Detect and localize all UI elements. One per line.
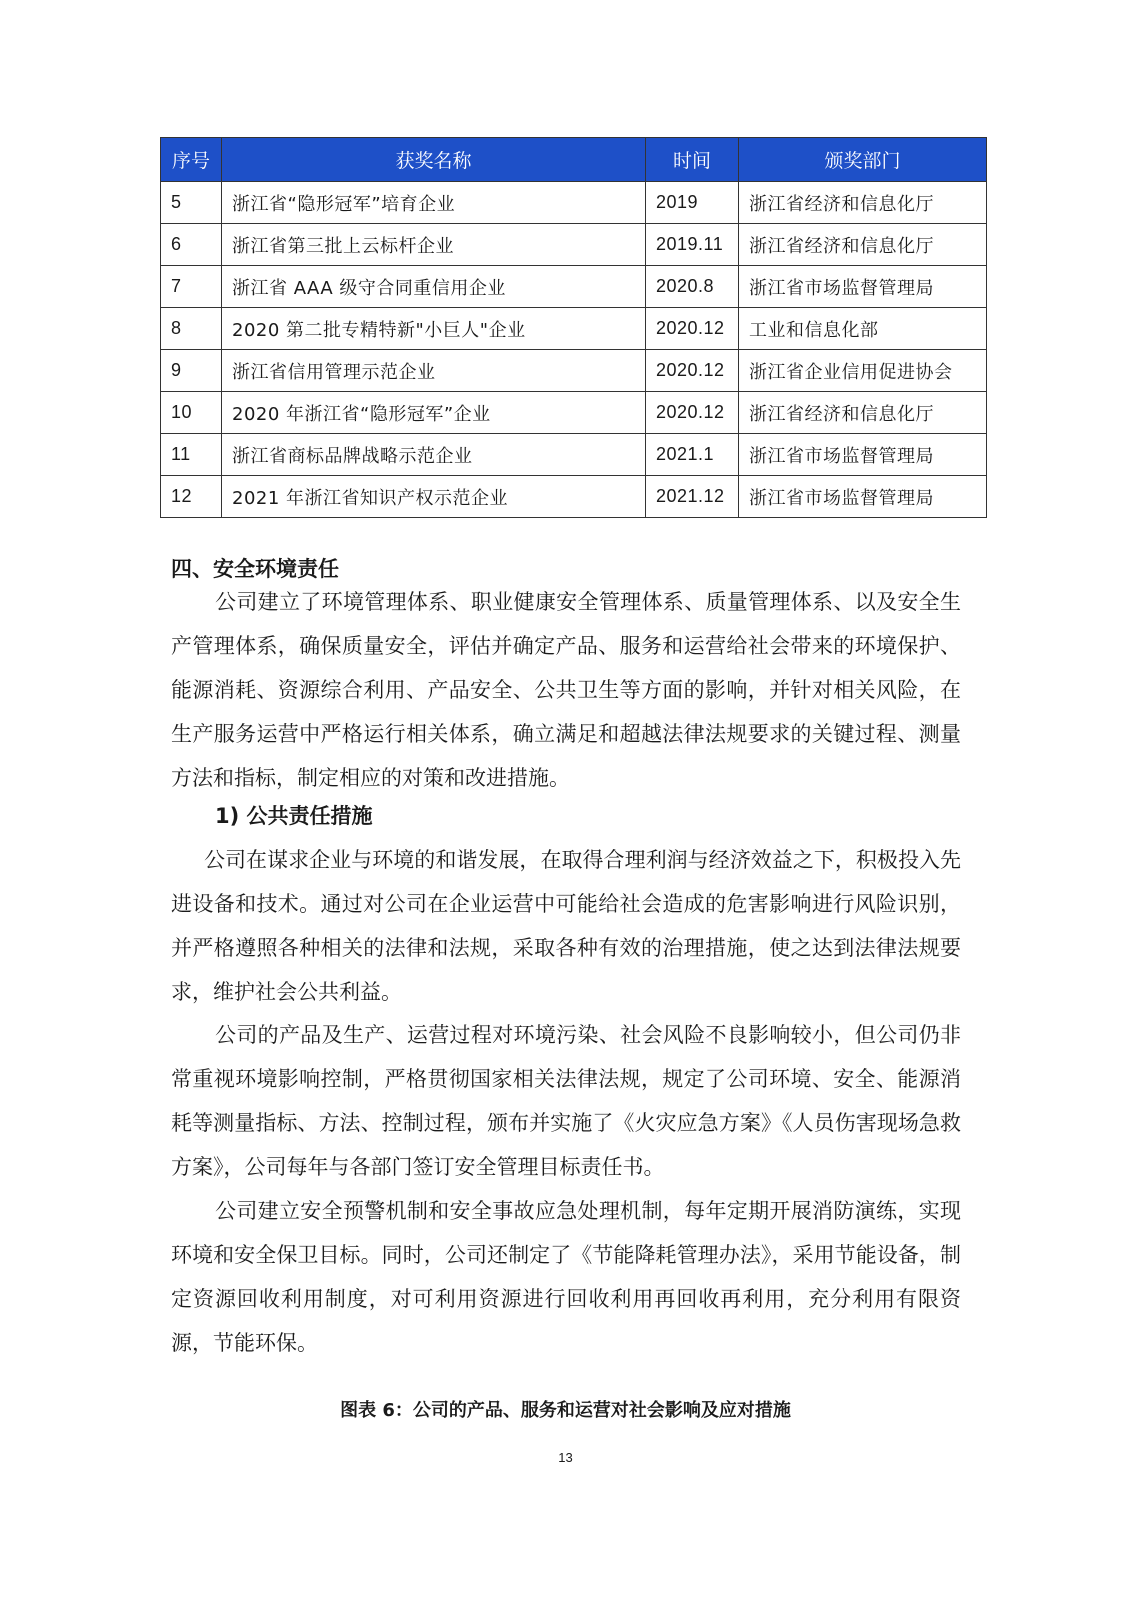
- section-heading: 四、安全环境责任: [171, 557, 339, 581]
- cell-time: 2020.8: [646, 266, 739, 308]
- cell-time: 2019.11: [646, 224, 739, 266]
- page-number: 13: [558, 1450, 573, 1465]
- figure-caption: 图表 6：公司的产品、服务和运营对社会影响及应对措施: [340, 1400, 791, 1421]
- table-row: [161, 182, 987, 224]
- table-row: [161, 392, 987, 434]
- cell-award-name: 2020 年浙江省“隐形冠军”企业: [222, 392, 646, 434]
- cell-award-name: 浙江省商标品牌战略示范企业: [222, 434, 646, 476]
- table-row: [161, 266, 987, 308]
- table-row: [161, 476, 987, 518]
- table-header-row: [161, 138, 987, 182]
- header-time: 时间: [646, 138, 739, 182]
- cell-award-name: 浙江省信用管理示范企业: [222, 350, 646, 392]
- paragraph-safety-mechanism: 公司建立安全预警机制和安全事故应急处理机制，每年定期开展消防演练，实现环境和安全保卫目标。同时，公司还制定了《节能降耗管理办法》，采用节能设备，制定资源回收利用制度，对可利用资源进行回收利用再回收再利用，充分利用有限资源，节能环保。: [171, 1199, 961, 1355]
- cell-issuer: 浙江省经济和信息化厅: [739, 224, 987, 266]
- cell-time: 2020.12: [646, 392, 739, 434]
- cell-issuer: 浙江省市场监督管理局: [739, 434, 987, 476]
- table-row: [161, 224, 987, 266]
- cell-time: 2020.12: [646, 308, 739, 350]
- cell-issuer: 浙江省企业信用促进协会: [739, 350, 987, 392]
- cell-time: 2019: [646, 182, 739, 224]
- cell-issuer: 浙江省经济和信息化厅: [739, 182, 987, 224]
- cell-award-name: 浙江省第三批上云标杆企业: [222, 224, 646, 266]
- cell-issuer: 浙江省市场监督管理局: [739, 266, 987, 308]
- header-award-name: 获奖名称: [222, 138, 646, 182]
- cell-index: 8: [161, 308, 222, 350]
- table-row: [161, 308, 987, 350]
- cell-index: 10: [161, 392, 222, 434]
- header-issuer: 颁奖部门: [739, 138, 987, 182]
- cell-time: 2021.12: [646, 476, 739, 518]
- subheading-public-responsibility: 1) 公共责任措施: [215, 804, 373, 828]
- cell-index: 5: [161, 182, 222, 224]
- cell-award-name: 2020 第二批专精特新"小巨人"企业: [222, 308, 646, 350]
- cell-issuer: 浙江省市场监督管理局: [739, 476, 987, 518]
- cell-issuer: 浙江省经济和信息化厅: [739, 392, 987, 434]
- cell-index: 12: [161, 476, 222, 518]
- cell-index: 7: [161, 266, 222, 308]
- cell-award-name: 浙江省 AAA 级守合同重信用企业: [222, 266, 646, 308]
- cell-index: 9: [161, 350, 222, 392]
- cell-index: 11: [161, 434, 222, 476]
- paragraph-environment-control: 公司的产品及生产、运营过程对环境污染、社会风险不良影响较小，但公司仍非常重视环境影响控制，严格贯彻国家相关法律法规，规定了公司环境、安全、能源消耗等测量指标、方法、控制过程，颁布并实施了《火灾应急方案》《人员伤害现场急救方案》，公司每年与各部门签订安全管理目标责任书。: [171, 1023, 961, 1179]
- awards-table: [160, 137, 987, 518]
- cell-index: 6: [161, 224, 222, 266]
- paragraph-public-responsibility: 公司在谋求企业与环境的和谐发展，在取得合理利润与经济效益之下，积极投入先进设备和技术。通过对公司在企业运营中可能给社会造成的危害影响进行风险识别，并严格遵照各种相关的法律和法规，采取各种有效的治理措施，使之达到法律法规要求，维护社会公共利益。: [171, 848, 961, 1004]
- paragraph-environment-systems: 公司建立了环境管理体系、职业健康安全管理体系、质量管理体系、以及安全生产管理体系，确保质量安全，评估并确定产品、服务和运营给社会带来的环境保护、能源消耗、资源综合利用、产品安全、公共卫生等方面的影响，并针对相关风险，在生产服务运营中严格运行相关体系，确立满足和超越法律法规要求的关键过程、测量方法和指标，制定相应的对策和改进措施。: [171, 590, 961, 790]
- cell-award-name: 浙江省“隐形冠军”培育企业: [222, 182, 646, 224]
- table-row: [161, 434, 987, 476]
- cell-time: 2020.12: [646, 350, 739, 392]
- table-row: [161, 350, 987, 392]
- cell-award-name: 2021 年浙江省知识产权示范企业: [222, 476, 646, 518]
- cell-issuer: 工业和信息化部: [739, 308, 987, 350]
- cell-time: 2021.1: [646, 434, 739, 476]
- header-index: 序号: [161, 138, 222, 182]
